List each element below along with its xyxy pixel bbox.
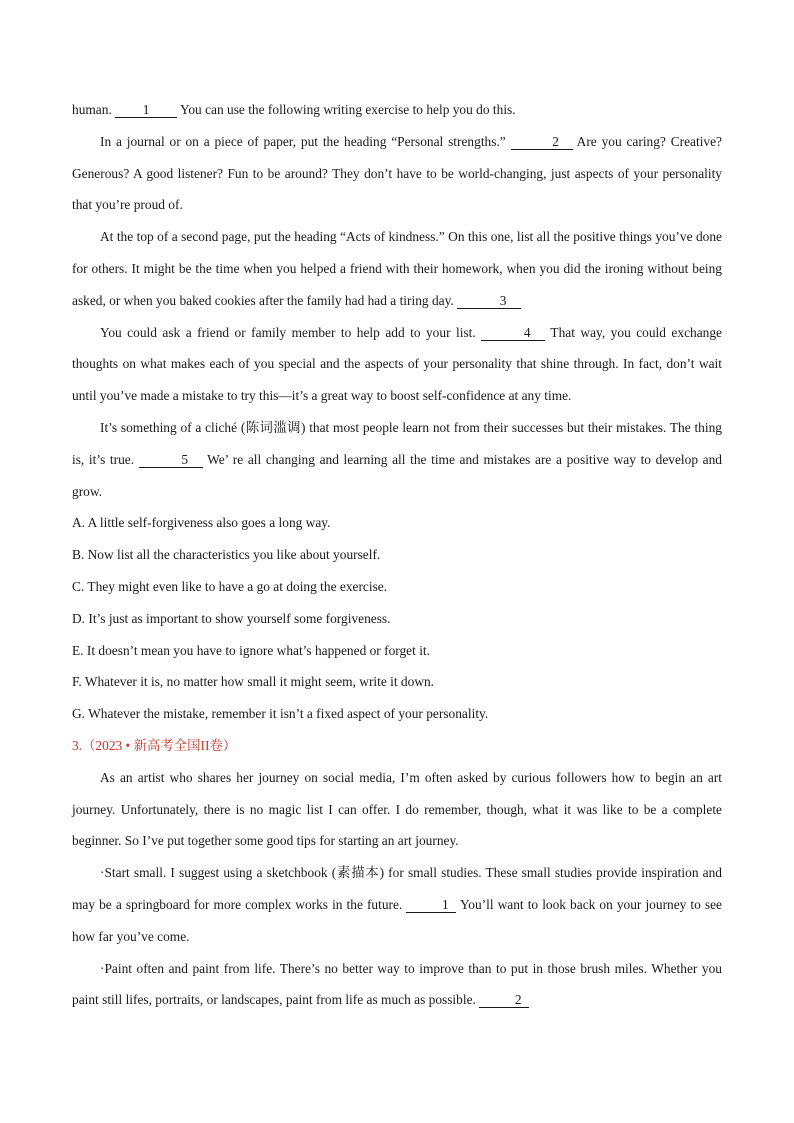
answer-blank-4[interactable]: 4 — [481, 325, 545, 341]
paragraph-text: human. — [72, 102, 112, 117]
q3-paragraph-3 — [72, 953, 722, 1017]
q3-answer-blank-2[interactable]: 2 — [479, 992, 529, 1008]
q3-paragraph-1: As an artist who shares her journey on social media, I’m often asked by curious followers how to begin an art journey. Unfortunately, there is no magic list I can offer. I do remember, though, what it was like to be a complete beginner. So I’ve put together some good tips for starting an art journey. — [72, 769, 722, 849]
paragraph-2 — [72, 126, 722, 221]
paragraph-text: At the top of a second page, put the heading “Acts of kindness.” On this one, list all the positive things you’ve done for others. It might be the time when you helped a friend with their homework, when you did the ironing without being asked, or when you baked cookies after the family had had a tiring day. — [72, 229, 722, 308]
question-3-heading: 3.（2023 • 新高考全国II卷） — [72, 737, 237, 753]
option-f: F. Whatever it is, no matter how small it might seem, write it down. — [72, 674, 435, 690]
paragraph-text: You can use the following writing exercise to help you do this. — [180, 102, 516, 117]
paragraph-text: You could ask a friend or family member to help add to your list. — [100, 324, 476, 340]
answer-blank-3[interactable]: 3 — [457, 293, 521, 309]
option-b: B. Now list all the characteristics you like about yourself. — [72, 547, 381, 563]
answer-blank-1[interactable]: 1 — [115, 102, 177, 118]
q3-paragraph-2 — [72, 857, 722, 952]
paragraph-text: Are you caring? Creative? Generous? A good listener? Fun to be around? They don’t have to be world-changing, just aspects of your personality that you’re proud of. — [72, 133, 723, 213]
paragraph-text: ·Start small. I suggest using a sketchbook (素描本) for small studies. These small studies provide inspiration and may be a springboard for more complex works in the future. — [72, 865, 722, 912]
option-g: G. Whatever the mistake, remember it isn’t a fixed aspect of your personality. — [72, 706, 489, 722]
paragraph-text: We’ re all changing and learning all the time and mistakes are a positive way to develop and grow. — [72, 451, 723, 499]
paragraph-5 — [72, 412, 722, 507]
paragraph-text: It’s something of a cliché (陈词滥调) that most people learn not from their successes but their mistakes. The thing is, it’s true. — [72, 419, 722, 467]
paragraph-1 — [72, 94, 722, 126]
option-d: D. It’s just as important to show yourself some forgiveness. — [72, 610, 391, 626]
paragraph-text: In a journal or on a piece of paper, put the heading “Personal strengths.” — [100, 133, 506, 149]
paragraph-4 — [72, 317, 722, 412]
option-a: A. A little self-forgiveness also goes a long way. — [72, 515, 331, 531]
paragraph-text: That way, you could exchange thoughts on what makes each of you special and the aspects of your personality that shine through. In fact, don’t wait until you’ve made a mistake to try this—it’s a great way to boost self-confidence at any time. — [72, 324, 722, 404]
answer-blank-2[interactable]: 2 — [511, 134, 573, 150]
paragraph-3 — [72, 221, 722, 316]
answer-blank-5[interactable]: 5 — [139, 452, 203, 468]
option-e: E. It doesn’t mean you have to ignore what’s happened or forget it. — [72, 642, 430, 658]
option-c: C. They might even like to have a go at doing the exercise. — [72, 578, 388, 594]
paragraph-text: You’ll want to look back on your journey to see how far you’ve come. — [72, 896, 722, 944]
answer-options — [72, 507, 722, 730]
document-page — [72, 94, 722, 1016]
q3-answer-blank-1[interactable]: 1 — [406, 897, 456, 913]
paragraph-text: ·Paint often and paint from life. There’s no better way to improve than to put in those brush miles. Whether you paint still lifes, portraits, or landscapes, paint from life as much as possible. — [72, 960, 722, 1008]
